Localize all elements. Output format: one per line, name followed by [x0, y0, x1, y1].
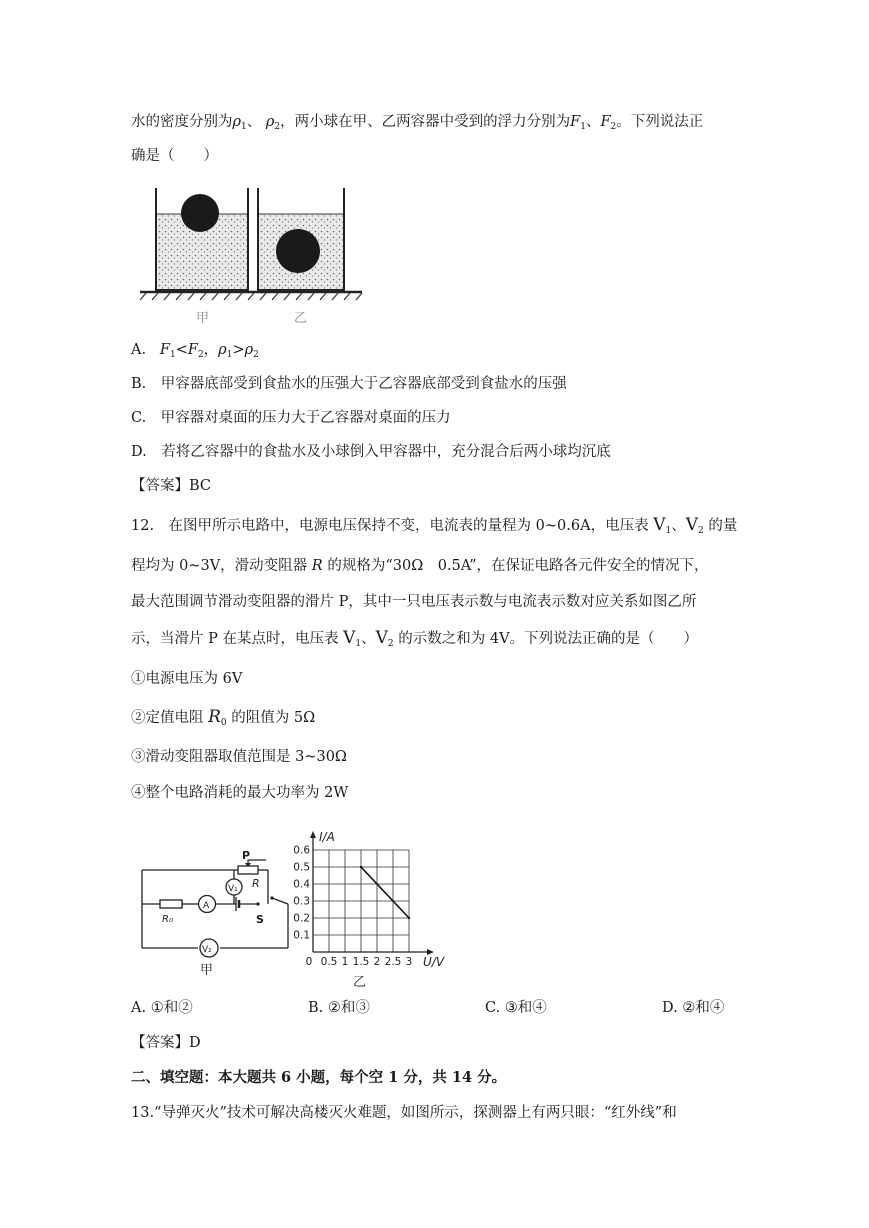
containers-figure — [140, 182, 370, 330]
iu-graph — [283, 826, 448, 991]
y-axis-arrow — [310, 831, 316, 838]
label-v2: V₂ — [202, 945, 212, 955]
q12-statement-3: ③滑动变阻器取值范围是 3~30Ω — [131, 749, 347, 765]
q12-answer: 【答案】D — [131, 1035, 201, 1051]
y-tick-label: 0.3 — [293, 895, 310, 908]
q12-text-line2: 程均为 0~3V，滑动变阻器 R 的规格为“30Ω 0.5A”，在保证电路各元件安全的情况下， — [131, 558, 709, 574]
y-tick-label: 0.5 — [293, 861, 310, 874]
q11-option-b: B. 甲容器底部受到食盐水的压强大于乙容器底部受到食盐水的压强 — [131, 376, 567, 392]
x-tick-label: 1.5 — [352, 956, 370, 968]
label-a: A — [203, 901, 210, 911]
q12-text-line3: 最大范围调节滑动变阻器的滑片 P，其中一只电压表示数与电流表示数对应关系如图乙所 — [131, 594, 697, 610]
section-heading: 二、填空题：本大题共 6 小题，每个空 1 分，共 14 分。 — [131, 1069, 507, 1086]
table-surface — [140, 292, 362, 300]
series-point — [360, 866, 362, 868]
chart-caption: 乙 — [353, 975, 367, 990]
switch-contact — [256, 902, 259, 905]
switch-pivot — [270, 896, 273, 899]
q11-answer: 【答案】BC — [131, 478, 212, 494]
x-tick-label: 3 — [405, 956, 413, 968]
label-r: R — [252, 877, 260, 890]
q12-statement-4: ④整个电路消耗的最大功率为 2W — [131, 785, 349, 801]
x-tick-label: 2.5 — [384, 956, 402, 968]
ball-floating — [181, 194, 219, 232]
q12-option-c: C. ③和④ — [485, 1000, 547, 1016]
label-yi: 乙 — [294, 311, 308, 326]
q12-statement-2: ②定值电阻 $R_0$ 的阻值为 5Ω — [131, 707, 316, 728]
x-tick-label: 0.5 — [320, 956, 338, 968]
label-jia-circuit: 甲 — [200, 963, 214, 978]
x-tick-label: 0 — [305, 956, 313, 968]
y-tick-label: 0.4 — [293, 878, 310, 891]
label-s: S — [256, 913, 264, 926]
q11-option-d: D. 若将乙容器中的食盐水及小球倒入甲容器中，充分混合后两小球均沉底 — [131, 444, 611, 460]
q11-text-line1: 水的密度分别为$\rho_1$、 $\rho_2$，两小球在甲、乙两容器中受到的浮力分别为$F_1$、$F_2$。下列说法正 — [131, 114, 704, 132]
container-jia — [156, 188, 248, 290]
y-tick-label: 0.6 — [293, 844, 310, 857]
label-r0: R₀ — [162, 914, 173, 925]
y-axis-label: I/A — [319, 830, 335, 844]
x-axis-label: U/V — [423, 955, 445, 969]
series-line-0 — [361, 867, 409, 918]
container-yi — [258, 188, 344, 290]
q12-text-line4: 示，当滑片 P 在某点时，电压表 $V_1$、$V_2$ 的示数之和为 4V。下列说法正确的是（ ） — [131, 628, 699, 649]
q12-option-a: A. ①和② — [131, 1000, 193, 1016]
q11-option-c: C. 甲容器对桌面的压力大于乙容器对桌面的压力 — [131, 410, 451, 426]
series-point — [408, 917, 410, 919]
circuit-diagram — [138, 850, 298, 980]
q11-text-line2: 确是（ ） — [131, 148, 218, 164]
q12-statement-1: ①电源电压为 6V — [131, 671, 243, 687]
x-tick-label: 1 — [341, 956, 349, 968]
label-v1: V₁ — [228, 884, 238, 894]
x-tick-label: 2 — [373, 956, 381, 968]
q11-option-a: A. $F_1<F_2$，$\rho_1>\rho_2$ — [131, 342, 259, 360]
ball-suspended — [276, 229, 320, 273]
rheostat-r — [238, 866, 258, 874]
resistor-r0 — [160, 900, 182, 908]
q13-text: 13.“导弹灭火”技术可解决高楼灭火难题，如图所示，探测器上有两只眼：“红外线”和 — [131, 1105, 677, 1121]
label-jia: 甲 — [196, 311, 210, 326]
q12-option-b: B. ②和③ — [308, 1000, 370, 1016]
y-tick-label: 0.1 — [293, 929, 310, 942]
y-tick-label: 0.2 — [293, 912, 310, 925]
q12-option-d: D. ②和④ — [662, 1000, 725, 1016]
label-p: P — [242, 850, 251, 862]
q12-text-line1: 12. 在图甲所示电路中，电源电压保持不变，电流表的量程为 0~0.6A，电压表 $V_1$、$V_2$ 的量 — [131, 515, 738, 536]
